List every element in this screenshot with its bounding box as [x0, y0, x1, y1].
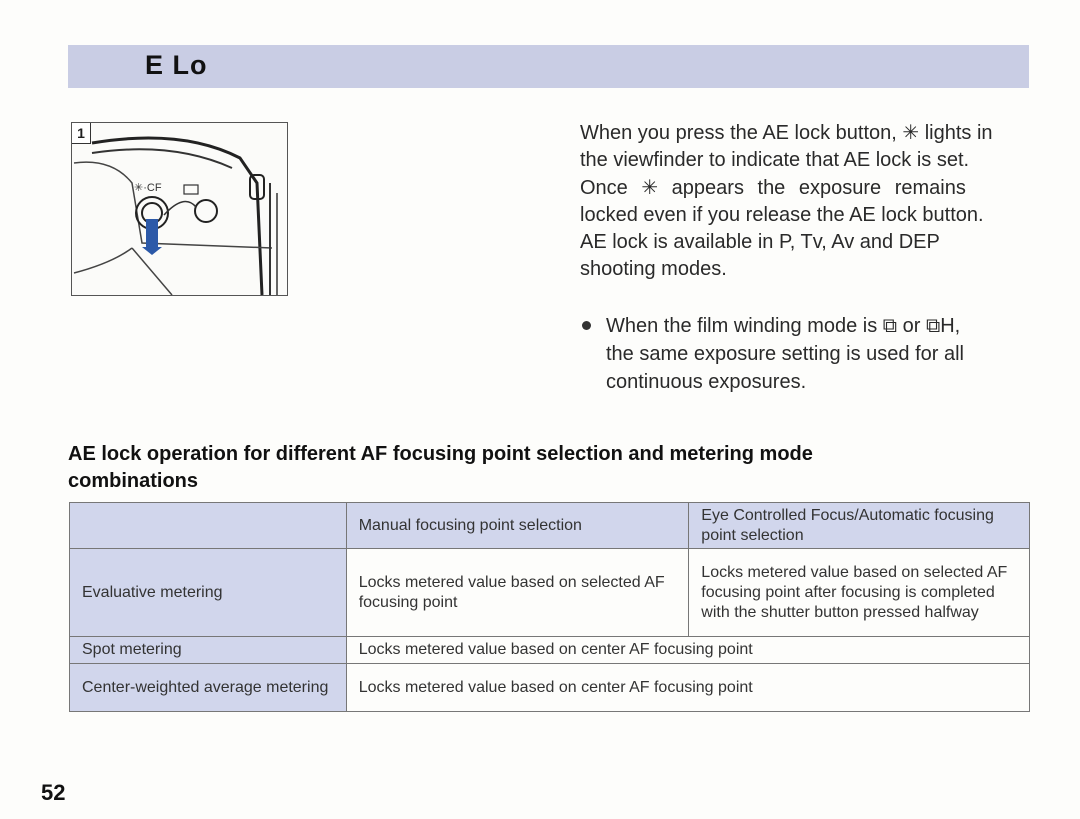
table-cell: Locks metered value based on selected AF focusing point after focusing is completed with the shutter button pressed halfway [689, 549, 1030, 637]
table-cell: Locks metered value based on center AF focusing point [346, 664, 1029, 712]
page-number: 52 [41, 780, 66, 805]
metering-mode-cell: Center-weighted average metering [70, 664, 347, 712]
bullet-line: continuous exposures. [606, 371, 807, 393]
table-header-cell [70, 503, 347, 549]
intro-line: AE lock is available in P, Tv, Av and DEP [580, 231, 940, 254]
intro-line: shooting modes. [580, 258, 727, 281]
table-header-cell: Manual focusing point selection [346, 503, 689, 549]
intro-line: When you press the AE lock button, ✳ lights in [580, 122, 993, 144]
title-bar [68, 45, 1029, 88]
table-row [70, 664, 1030, 712]
metering-mode-cell: Spot metering [70, 637, 347, 664]
figure-label: ✳·CF [134, 182, 162, 194]
intro-paragraph [580, 120, 1032, 284]
intro-line: the viewfinder to indicate that AE lock is set. [580, 149, 970, 172]
metering-mode-cell: Evaluative metering [70, 549, 347, 637]
figure-number: 1 [72, 123, 91, 144]
table-cell: Locks metered value based on selected AF focusing point [346, 549, 689, 637]
bullet-line: When the film winding mode is ⧉ or ⧉H, [606, 315, 961, 337]
intro-line: locked even if you release the AE lock button. [580, 203, 984, 226]
bullet-line: the same exposure setting is used for all [606, 343, 964, 365]
intro-line: Once ✳ appears the exposure remains [580, 176, 966, 199]
bullet-icon [582, 321, 591, 330]
page-title: E Lo [145, 50, 208, 80]
section-heading-line: combinations [68, 470, 199, 492]
bullet-paragraph [606, 312, 1036, 396]
table-header-cell: Eye Controlled Focus/Automatic focusing point selection [689, 503, 1030, 549]
figure-1 [71, 122, 288, 296]
section-heading-line: AE lock operation for different AF focusing point selection and metering mode [68, 443, 813, 465]
camera-ae-lock-button-icon [72, 123, 287, 295]
table-cell: Locks metered value based on center AF focusing point [346, 637, 1029, 664]
ae-lock-table [69, 502, 1030, 712]
table-header-row [70, 503, 1030, 549]
section-heading [68, 441, 1028, 495]
table-row [70, 549, 1030, 637]
table-row [70, 637, 1030, 664]
